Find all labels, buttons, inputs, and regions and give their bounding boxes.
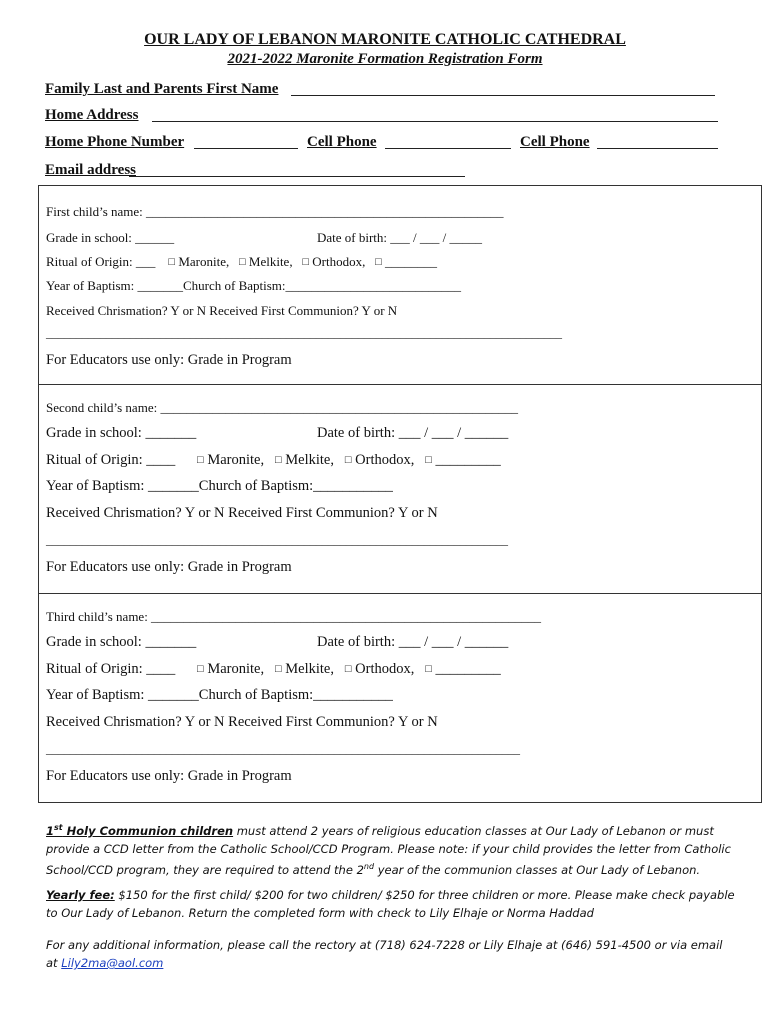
option-melkite: Melkite, xyxy=(248,254,293,269)
child-3-name[interactable]: Third child’s name: ____________________________________________________________ xyxy=(46,609,542,624)
child-1-educators: For Educators use only: Grade in Program xyxy=(46,352,292,368)
option-maronite: Maronite, xyxy=(207,661,265,677)
home-phone-label: Home Phone Number xyxy=(45,134,185,150)
child-2-ritual xyxy=(46,452,501,469)
option-maronite: Maronite, xyxy=(178,254,230,269)
child-2-grade[interactable]: Grade in school: _______ xyxy=(46,425,197,441)
cell-phone-field-2[interactable] xyxy=(597,148,718,149)
child-1-baptism[interactable]: Year of Baptism: _______Church of Baptism:___________________________ xyxy=(46,278,462,293)
child-1-grade[interactable]: Grade in school: ______ xyxy=(46,230,175,245)
cell-phone-label-1: Cell Phone xyxy=(307,134,377,150)
checkbox-maronite[interactable]: □ xyxy=(197,454,204,466)
child-3-ritual xyxy=(46,661,501,678)
page-title: OUR LADY OF LEBANON MARONITE CATHOLIC CATHEDRAL xyxy=(144,31,626,48)
communion-heading: 1st Holy Communion children xyxy=(46,823,234,838)
child-1-dob[interactable]: Date of birth: ___ / ___ / _____ xyxy=(317,230,483,245)
email-label: Email address xyxy=(45,162,136,178)
fee-heading: Yearly fee: xyxy=(46,888,115,902)
child-2-educators: For Educators use only: Grade in Program xyxy=(46,559,292,575)
child-2-baptism[interactable]: Year of Baptism: _______Church of Baptism:___________ xyxy=(46,478,393,494)
child-1-blank-line: ______________________________________________________________________________________ xyxy=(46,326,562,340)
home-address-field[interactable] xyxy=(152,121,718,122)
child-1-section xyxy=(38,185,762,385)
child-2-name[interactable]: Second child’s name: _______________________________________________________ xyxy=(46,400,518,415)
contact-note: For any additional information, please call the rectory at (718) 624-7228 or Lily Elhaje at (646) 591-4500 or via email at Lily2ma@aol.com xyxy=(46,938,723,970)
communion-note: 1st Holy Communion children must attend 2 years of religious education classes at Our Lady of Lebanon or must provide a CCD letter from the Catholic School/CCD Program. Please note: if your child provides the letter from Catholic School/CCD program, they are required to attend the 2nd year of the communion classes at Our Lady of Lebanon. xyxy=(46,823,731,877)
child-2-blank-line: _____________________________________________________________________________ xyxy=(46,533,508,547)
option-maronite: Maronite, xyxy=(207,452,265,468)
ritual-label: Ritual of Origin: ___ xyxy=(46,254,156,269)
checkbox-orthodox[interactable]: □ xyxy=(302,256,309,268)
child-3-grade[interactable]: Grade in school: _______ xyxy=(46,634,197,650)
checkbox-melkite[interactable]: □ xyxy=(274,454,282,466)
cell-phone-label-2: Cell Phone xyxy=(520,134,590,150)
checkbox-maronite[interactable]: □ xyxy=(168,256,176,268)
family-name-label: Family Last and Parents First Name xyxy=(45,81,279,97)
checkbox-other[interactable]: □ xyxy=(425,663,432,675)
checkbox-other[interactable]: □ xyxy=(425,454,432,466)
email-field[interactable] xyxy=(129,176,465,177)
cell-phone-field-1[interactable] xyxy=(385,148,511,149)
checkbox-melkite[interactable]: □ xyxy=(238,256,246,268)
checkbox-orthodox[interactable]: □ xyxy=(344,454,352,466)
option-orthodox: Orthodox, xyxy=(355,452,415,468)
checkbox-melkite[interactable]: □ xyxy=(274,663,282,675)
checkbox-other[interactable]: □ xyxy=(375,256,382,268)
fee-note: Yearly fee: $150 for the first child/ $200 for two children/ $250 for three children or more. Please make check payable to Our Lady of Lebanon. Return the completed form with check to Lily Elhaje or Norma Haddad xyxy=(46,888,735,920)
option-melkite: Melkite, xyxy=(285,452,334,468)
checkbox-maronite[interactable]: □ xyxy=(197,663,204,675)
child-2-sacraments[interactable]: Received Chrismation? Y or N Received First Communion? Y or N xyxy=(46,505,438,521)
ritual-label: Ritual of Origin: ____ xyxy=(46,661,176,677)
option-other[interactable]: _________ xyxy=(435,661,501,677)
home-phone-field[interactable] xyxy=(194,148,298,149)
child-3-educators: For Educators use only: Grade in Program xyxy=(46,768,292,784)
option-orthodox: Orthodox, xyxy=(355,661,415,677)
child-2-dob[interactable]: Date of birth: ___ / ___ / ______ xyxy=(317,425,509,441)
option-other[interactable]: ________ xyxy=(384,254,437,269)
option-melkite: Melkite, xyxy=(285,661,334,677)
child-3-baptism[interactable]: Year of Baptism: _______Church of Baptism:___________ xyxy=(46,687,393,703)
home-address-label: Home Address xyxy=(45,107,139,123)
family-name-field[interactable] xyxy=(291,95,715,96)
child-3-sacraments[interactable]: Received Chrismation? Y or N Received First Communion? Y or N xyxy=(46,714,438,730)
page-subtitle: 2021-2022 Maronite Formation Registration Form xyxy=(227,51,543,67)
ritual-label: Ritual of Origin: ____ xyxy=(46,452,176,468)
checkbox-orthodox[interactable]: □ xyxy=(344,663,352,675)
child-3-blank-line: _______________________________________________________________________________ xyxy=(46,742,520,756)
option-other[interactable]: _________ xyxy=(435,452,501,468)
child-1-ritual xyxy=(46,254,437,270)
option-orthodox: Orthodox, xyxy=(312,254,366,269)
child-1-sacraments[interactable]: Received Chrismation? Y or N Received First Communion? Y or N xyxy=(46,303,398,318)
child-1-name[interactable]: First child’s name: _______________________________________________________ xyxy=(46,204,504,219)
child-3-dob[interactable]: Date of birth: ___ / ___ / ______ xyxy=(317,634,509,650)
child-2-section xyxy=(38,384,762,594)
child-3-section xyxy=(38,593,762,803)
email-link[interactable]: Lily2ma@aol.com xyxy=(61,956,164,970)
